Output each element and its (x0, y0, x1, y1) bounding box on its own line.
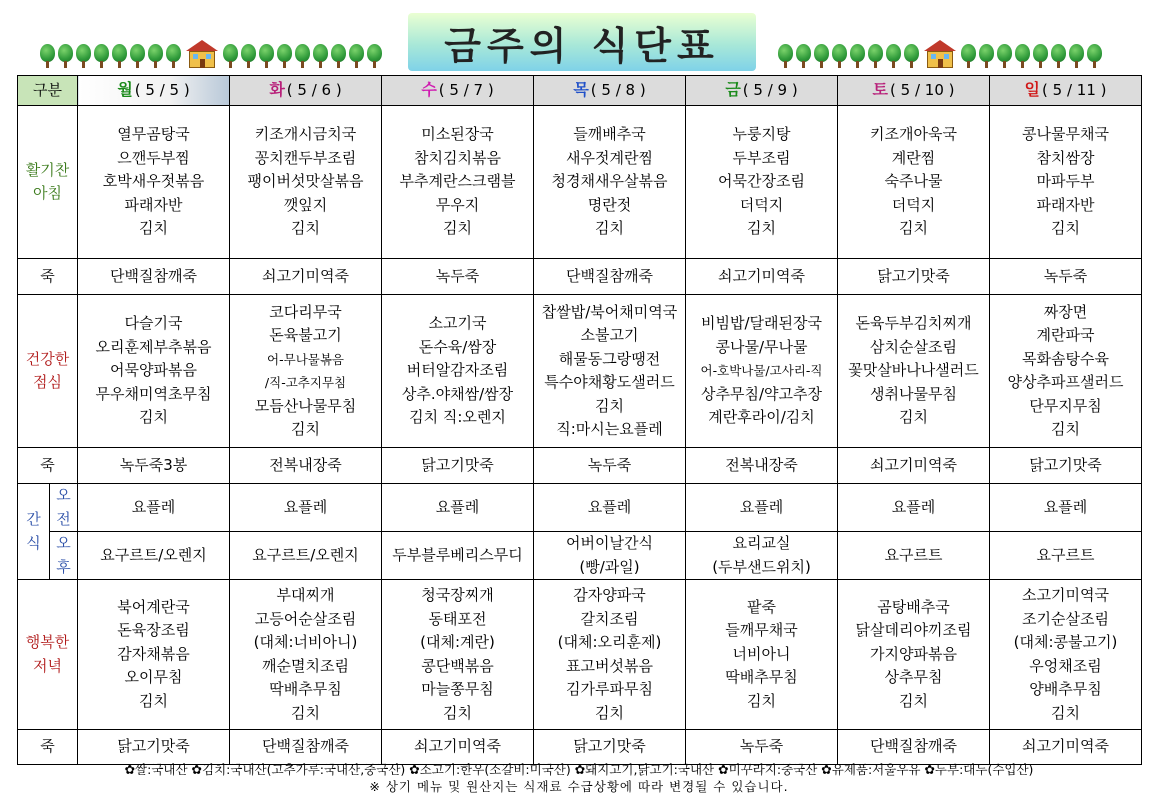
menu-item: 팽이버섯맛살볶음 (247, 172, 364, 191)
menu-cell (990, 580, 1142, 730)
menu-cell (534, 580, 686, 730)
menu-item: 돈육장조림 (117, 621, 190, 640)
page-title: 금주의 식단표 (444, 23, 720, 68)
menu-item: 김치 (1051, 703, 1080, 722)
tree-icon (1051, 44, 1066, 68)
menu-cell (990, 295, 1142, 448)
snack-cell: 요플레 (230, 484, 382, 532)
meal-plan-table (17, 75, 1142, 765)
category-label-line: 죽 (40, 455, 55, 474)
menu-item: 김치 (1051, 420, 1080, 438)
tree-icon (295, 44, 310, 68)
menu-item: 김치 (595, 703, 624, 722)
tree-icon (40, 44, 55, 68)
porridge-cell: 쇠고기미역죽 (838, 448, 990, 484)
category-label (18, 259, 78, 295)
snack-pm-row (18, 532, 1142, 580)
day-name: 월 (117, 80, 133, 100)
tree-icon (1087, 44, 1102, 68)
header-row (18, 76, 1142, 106)
tree-icon (997, 44, 1012, 68)
snack-cell: 요플레 (838, 484, 990, 532)
porridge-cell: 단백질참깨죽 (78, 259, 230, 295)
menu-item: 부추계란스크램블 (399, 172, 516, 191)
day-header (78, 76, 230, 106)
menu-item: 닭살데리야끼조림 (855, 621, 972, 640)
origin-note: ✿쌀:국내산 ✿김치:국내산(고추가루:국내산,중국산) ✿소고기:한우(소갈비:미국산) ✿돼지고기,닭고기:국내산 ✿미꾸라지:중국산 ✿유제품:서울우유 ✿두부:대두(수입산) (124, 762, 1034, 777)
menu-item: 깻잎지 (283, 195, 328, 214)
menu-item: 우엉채조림 (1029, 656, 1102, 675)
day-header (382, 76, 534, 106)
menu-item: 돈육불고기 (269, 326, 342, 344)
menu-item: 어묵양파볶음 (110, 361, 197, 380)
menu-item: 해물동그랑땡전 (558, 349, 661, 368)
menu-item: 찹쌀밥/북어채미역국 (541, 302, 678, 321)
menu-item: 꽁치캔두부조림 (254, 148, 357, 167)
menu-item: 김치 (899, 691, 928, 710)
menu-item: 요구르트 (1036, 545, 1095, 564)
porridge-cell: 녹두죽 (382, 259, 534, 295)
menu-item: 소고기미역국 (1022, 586, 1109, 604)
menu-item: 김치 (747, 219, 776, 238)
category-label-line: 간 (26, 510, 41, 528)
menu-cell (686, 106, 838, 259)
tree-icon (850, 44, 865, 68)
menu-item: 단무지무침 (1029, 396, 1102, 415)
category-label-line: 점심 (33, 373, 62, 391)
porridge-cell: 닭고기맛죽 (990, 448, 1142, 484)
menu-item: 요구르트 (884, 545, 943, 564)
menu-cell (78, 295, 230, 448)
porridge-cell: 녹두죽 (686, 730, 838, 765)
porridge-cell: 쇠고기미역죽 (990, 730, 1142, 765)
menu-cell (78, 106, 230, 259)
porridge-cell: 전복내장죽 (686, 448, 838, 484)
corner-label: 구분 (18, 76, 78, 106)
category-label-line: 식 (26, 533, 41, 552)
porridge-cell: 닭고기맛죽 (534, 730, 686, 765)
menu-item: 동태포전 (428, 609, 487, 628)
menu-cell (230, 580, 382, 730)
menu-item: 청경채새우살볶음 (551, 172, 668, 191)
menu-item: 짜장면 (1043, 302, 1088, 321)
category-label (18, 580, 78, 730)
day-date: ( 5 / 9 ) (742, 81, 798, 100)
snack-cell (838, 532, 990, 580)
tree-icon (1015, 44, 1030, 68)
menu-item: 숙주나물 (884, 172, 943, 191)
day-header (534, 76, 686, 106)
menu-item: 김치 (595, 219, 624, 238)
category-label-line: 오 (56, 534, 71, 552)
menu-item: 명란젓 (587, 195, 632, 214)
category-label (18, 484, 50, 580)
menu-item: 김가루파무침 (566, 680, 653, 698)
menu-item: 곰탕배추국 (877, 597, 950, 616)
menu-cell (230, 295, 382, 448)
menu-cell (838, 295, 990, 448)
menu-item: 김치 (899, 219, 928, 238)
porridge-cell: 닭고기맛죽 (838, 259, 990, 295)
menu-item: 딱배추무침 (269, 680, 342, 698)
menu-cell (990, 106, 1142, 259)
menu-item: 가지양파볶음 (870, 644, 957, 663)
menu-item: 김치 (291, 219, 320, 238)
menu-item: /직-고추지무침 (264, 375, 347, 390)
tree-icon (58, 44, 73, 68)
menu-item: 모듬산나물무침 (254, 396, 357, 415)
category-label (18, 448, 78, 484)
porridge-cell: 녹두죽 (990, 259, 1142, 295)
menu-cell (230, 106, 382, 259)
menu-item: 청국장찌개 (421, 586, 494, 604)
menu-item: 더덕지 (891, 195, 936, 214)
snack-cell: 요플레 (382, 484, 534, 532)
snack-cell (990, 532, 1142, 580)
menu-item: 참치쌈장 (1036, 148, 1095, 167)
category-label (18, 295, 78, 448)
menu-item: 콩나물무채국 (1022, 125, 1109, 144)
house-icon (924, 40, 956, 68)
menu-item: 딱배추무침 (725, 668, 798, 687)
porridge-cell: 닭고기맛죽 (78, 730, 230, 765)
menu-cell (686, 295, 838, 448)
menu-item: 호박새우젓볶음 (102, 172, 205, 191)
tree-icon (223, 44, 238, 68)
menu-item: 깨순멸치조림 (262, 656, 349, 675)
menu-item: 부대찌개 (276, 586, 335, 604)
menu-item: 키조개시금치국 (254, 125, 357, 144)
tree-icon (277, 44, 292, 68)
menu-item: 직:마시는요플레 (556, 420, 663, 438)
menu-cell (382, 580, 534, 730)
porridge-cell: 단백질참깨죽 (534, 259, 686, 295)
menu-item: 꽃맛살바나나샐러드 (848, 361, 979, 380)
menu-cell (78, 580, 230, 730)
menu-item: 키조개아욱국 (870, 125, 957, 144)
menu-item: 코다리무국 (269, 302, 342, 321)
tree-icon (148, 44, 163, 68)
porridge-cell: 녹두죽 (534, 448, 686, 484)
menu-item: 팥죽 (747, 597, 776, 616)
menu-item: 돈수육/쌈장 (418, 337, 497, 356)
menu-item: 김치 (595, 396, 624, 415)
menu-item: 조기순살조림 (1022, 609, 1109, 628)
category-label-line: 저녁 (33, 656, 62, 675)
menu-item: 오이무침 (124, 668, 183, 687)
porridge-cell: 쇠고기미역죽 (230, 259, 382, 295)
menu-item: 더덕지 (739, 195, 784, 214)
menu-item: 계란파국 (1036, 326, 1095, 344)
tree-icon (904, 44, 919, 68)
menu-item: 김치 (747, 691, 776, 710)
category-label-line: 전 (56, 509, 71, 528)
menu-item: 감자채볶음 (117, 644, 190, 663)
menu-cell (838, 580, 990, 730)
menu-item: 김치 (291, 420, 320, 438)
tree-icon (1069, 44, 1084, 68)
menu-item: 감자양파국 (573, 586, 646, 604)
menu-cell (382, 295, 534, 448)
porridge-morning-row (18, 259, 1142, 295)
tree-icon (259, 44, 274, 68)
menu-item: 마늘쫑무침 (421, 680, 494, 698)
porridge-cell: 단백질참깨죽 (230, 730, 382, 765)
menu-item: 으깬두부찜 (117, 148, 190, 167)
category-label-line: 행복한 (25, 633, 70, 651)
category-label-line: 아침 (33, 184, 62, 202)
menu-item: 돈육두부김치찌개 (855, 314, 972, 333)
menu-cell (534, 106, 686, 259)
menu-item: 두부조림 (732, 148, 791, 167)
snack-cell: 요플레 (534, 484, 686, 532)
tree-icon (832, 44, 847, 68)
menu-item: 목화솜탕수육 (1022, 349, 1109, 368)
menu-item: 미소된장국 (421, 125, 494, 144)
snack-cell (230, 532, 382, 580)
menu-item: 다슬기국 (124, 314, 183, 333)
category-label-line: 활기찬 (25, 160, 70, 179)
tree-icon (241, 44, 256, 68)
tree-icon (112, 44, 127, 68)
menu-item: (대체:오리훈제) (557, 633, 662, 651)
menu-item: 어-무나물볶음 (267, 351, 344, 367)
snack-cell: 요플레 (686, 484, 838, 532)
day-name: 금 (725, 80, 741, 100)
menu-item: 상추무침/약고추장 (701, 384, 822, 403)
menu-item: (대체:콩불고기) (1013, 633, 1118, 651)
menu-item: 생취나물무침 (870, 384, 957, 403)
category-label-line: 건강한 (25, 349, 70, 368)
tree-icon (814, 44, 829, 68)
menu-item: 북어계란국 (117, 597, 190, 616)
tree-icon (868, 44, 883, 68)
snack-cell: 요플레 (78, 484, 230, 532)
menu-item: 계란후라이/김치 (708, 408, 815, 427)
day-date: ( 5 / 8 ) (590, 81, 646, 100)
menu-item: 열무곰탕국 (117, 125, 190, 144)
category-sublabel (50, 484, 78, 532)
menu-item: 양배추무침 (1029, 680, 1102, 698)
day-name: 토 (872, 80, 889, 100)
menu-item: 비빔밥/달래된장국 (701, 314, 822, 333)
menu-item: 고등어순살조림 (254, 609, 357, 628)
menu-item: 무우채미역초무침 (95, 384, 212, 403)
menu-item: 어-호박나물/고사리-직 (700, 363, 823, 379)
porridge-cell: 단백질참깨죽 (838, 730, 990, 765)
menu-item: 오리훈제부추볶음 (95, 337, 212, 356)
menu-item: 들깨무채국 (725, 621, 798, 640)
menu-item: 김치 (443, 219, 472, 238)
title-banner (408, 13, 756, 71)
tree-icon (94, 44, 109, 68)
snack-cell (686, 532, 838, 580)
menu-item: 특수야채황도샐러드 (544, 373, 675, 391)
menu-item: 두부블루베리스무디 (392, 545, 523, 564)
change-notice: ※ 상기 메뉴 및 원산지는 식재료 수급상황에 따라 변경될 수 있습니다. (369, 779, 789, 794)
menu-item: 콩단백볶음 (421, 656, 494, 675)
menu-item: 소불고기 (580, 326, 639, 344)
day-date: ( 5 / 11 ) (1042, 81, 1107, 100)
snack-am-row (18, 484, 1142, 532)
snack-cell (382, 532, 534, 580)
tree-icon (130, 44, 145, 68)
category-label-line: 오 (56, 486, 71, 504)
snack-cell: 요플레 (990, 484, 1142, 532)
tree-decoration-right (778, 40, 1102, 68)
menu-item: 김치 (139, 408, 168, 427)
menu-item: 어버이날간식 (566, 534, 653, 552)
tree-icon (349, 44, 364, 68)
menu-item: 김치 (899, 408, 928, 427)
menu-item: 상추무침 (884, 668, 943, 687)
porridge-cell: 쇠고기미역죽 (382, 730, 534, 765)
tree-icon (1033, 44, 1048, 68)
porridge-cell: 닭고기맛죽 (382, 448, 534, 484)
breakfast-row (18, 106, 1142, 259)
menu-item: (대체:너비아니) (253, 633, 358, 651)
day-header (686, 76, 838, 106)
tree-icon (166, 44, 181, 68)
tree-icon (796, 44, 811, 68)
house-icon (186, 40, 218, 68)
menu-item: 요구르트/오렌지 (252, 545, 359, 564)
day-name: 수 (421, 80, 437, 100)
menu-item: 김치 직:오렌지 (409, 408, 506, 427)
menu-item: 계란찜 (891, 148, 936, 167)
day-name: 일 (1024, 80, 1041, 100)
menu-item: (빵/과일) (579, 557, 640, 576)
category-label-line: 죽 (40, 266, 55, 285)
menu-item: (대체:계란) (420, 633, 495, 651)
menu-item: 상추.야채쌈/쌈장 (401, 384, 514, 403)
category-label (18, 106, 78, 259)
menu-item: 파래자반 (124, 195, 183, 214)
day-date: ( 5 / 6 ) (286, 81, 342, 100)
menu-cell (686, 580, 838, 730)
tree-icon (886, 44, 901, 68)
menu-item: 소고기국 (428, 314, 487, 333)
menu-item: 요구르트/오렌지 (100, 545, 207, 564)
menu-item: 콩나물/무나물 (715, 337, 808, 356)
menu-item: (두부샌드위치) (712, 557, 811, 576)
tree-icon (76, 44, 91, 68)
menu-item: 무우지 (435, 195, 480, 214)
porridge-cell: 쇠고기미역죽 (686, 259, 838, 295)
tree-icon (367, 44, 382, 68)
snack-cell (78, 532, 230, 580)
category-label-line: 죽 (40, 737, 55, 756)
menu-item: 요리교실 (732, 534, 791, 552)
tree-icon (778, 44, 793, 68)
tree-icon (331, 44, 346, 68)
tree-icon (961, 44, 976, 68)
menu-item: 표고버섯볶음 (566, 656, 653, 675)
menu-item: 김치 (443, 703, 472, 722)
lunch-row (18, 295, 1142, 448)
menu-item: 참치김치볶음 (414, 148, 501, 167)
tree-decoration-left (40, 40, 382, 68)
menu-item: 버터알감자조림 (406, 361, 509, 380)
menu-item: 들깨배추국 (573, 125, 646, 144)
menu-item: 갈치조림 (580, 609, 639, 628)
day-name: 화 (269, 80, 285, 100)
porridge-cell: 녹두죽3봉 (78, 448, 230, 484)
menu-item: 김치 (291, 703, 320, 722)
menu-item: 삼치순살조림 (870, 337, 957, 356)
menu-item: 너비아니 (732, 644, 791, 663)
dinner-row (18, 580, 1142, 730)
day-header (838, 76, 990, 106)
menu-cell (534, 295, 686, 448)
menu-item: 마파두부 (1036, 172, 1095, 191)
tree-icon (979, 44, 994, 68)
menu-item: 김치 (1051, 219, 1080, 238)
menu-cell (382, 106, 534, 259)
day-date: ( 5 / 7 ) (438, 81, 494, 100)
menu-item: 김치 (139, 691, 168, 710)
day-date: ( 5 / 10 ) (890, 81, 955, 100)
menu-item: 김치 (139, 219, 168, 238)
menu-item: 양상추파프샐러드 (1007, 373, 1124, 391)
day-date: ( 5 / 5 ) (134, 81, 190, 100)
snack-cell (534, 532, 686, 580)
category-label-line: 후 (56, 557, 71, 576)
day-name: 목 (573, 80, 589, 100)
day-header (230, 76, 382, 106)
tree-icon (313, 44, 328, 68)
category-sublabel (50, 532, 78, 580)
menu-item: 파래자반 (1036, 195, 1095, 214)
menu-item: 누룽지탕 (732, 125, 791, 144)
menu-item: 새우젓계란찜 (566, 148, 653, 167)
porridge-cell: 전복내장죽 (230, 448, 382, 484)
porridge-lunch-row (18, 448, 1142, 484)
menu-item: 어묵간장조림 (718, 172, 805, 191)
menu-cell (838, 106, 990, 259)
day-header (990, 76, 1142, 106)
